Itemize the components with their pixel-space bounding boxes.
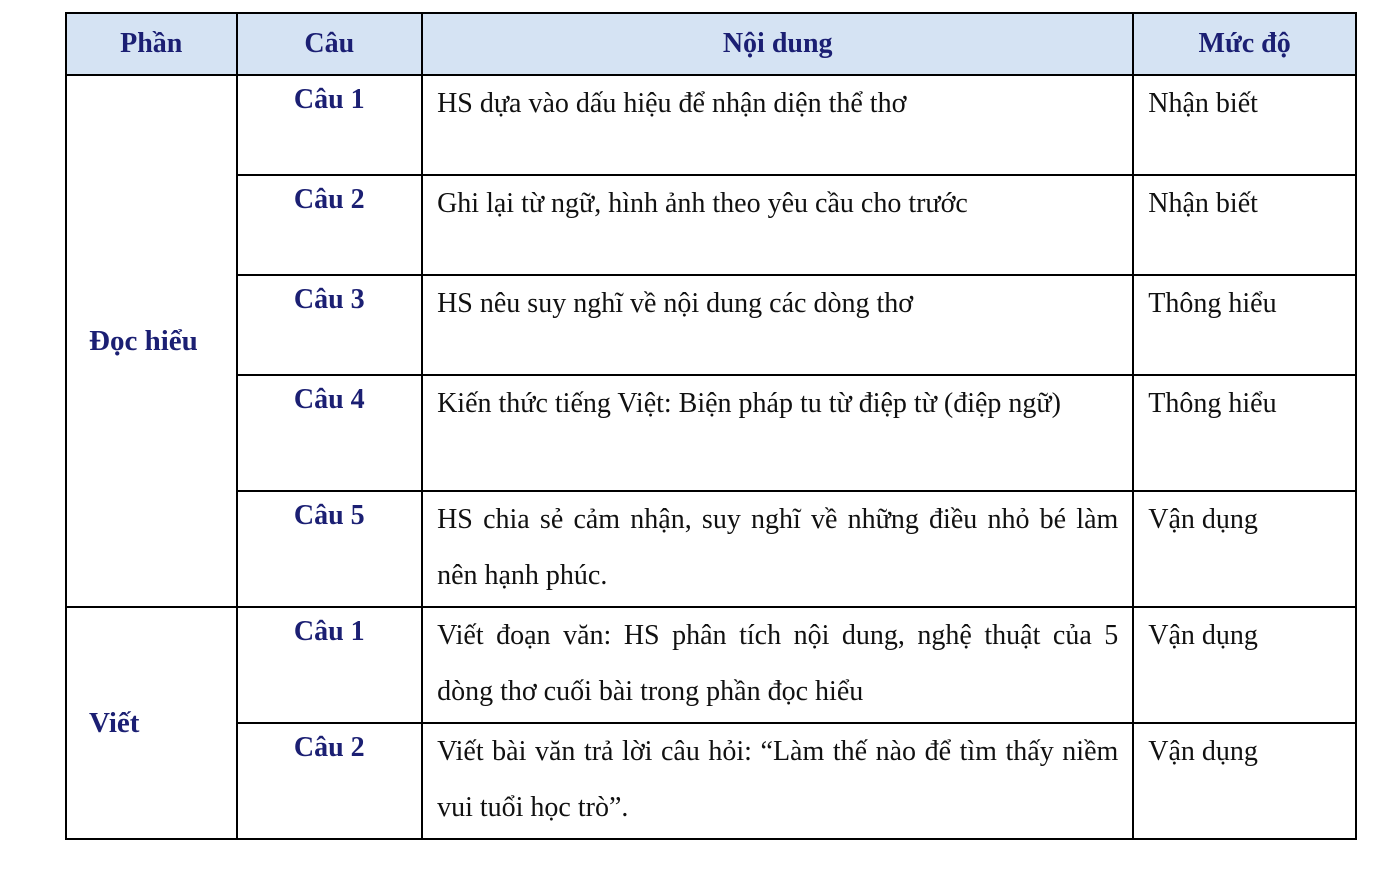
- question-label: Câu 1: [237, 607, 423, 723]
- question-level: Thông hiểu: [1133, 375, 1356, 491]
- table-row: [66, 723, 1356, 839]
- header-level: Mức độ: [1133, 13, 1356, 75]
- question-level: Nhận biết: [1133, 175, 1356, 275]
- table-row: [66, 491, 1356, 607]
- question-level: Vận dụng: [1133, 723, 1356, 839]
- header-content: Nội dung: [422, 13, 1133, 75]
- question-level: Nhận biết: [1133, 75, 1356, 175]
- question-content: HS nêu suy nghĩ về nội dung các dòng thơ: [422, 275, 1133, 375]
- question-content: HS chia sẻ cảm nhận, suy nghĩ về những điều nhỏ bé làm nên hạnh phúc.: [422, 491, 1133, 607]
- question-content: Viết đoạn văn: HS phân tích nội dung, nghệ thuật của 5 dòng thơ cuối bài trong phần đọc hiểu: [422, 607, 1133, 723]
- question-level: Vận dụng: [1133, 491, 1356, 607]
- question-label: Câu 5: [237, 491, 423, 607]
- question-label: Câu 4: [237, 375, 423, 491]
- question-content: HS dựa vào dấu hiệu để nhận diện thể thơ: [422, 75, 1133, 175]
- table-row: [66, 275, 1356, 375]
- assessment-matrix-table: [65, 12, 1357, 840]
- question-level: Vận dụng: [1133, 607, 1356, 723]
- section-part-label: Đọc hiểu: [66, 75, 237, 607]
- table-row: [66, 75, 1356, 175]
- table-row: [66, 375, 1356, 491]
- table-row: [66, 175, 1356, 275]
- question-label: Câu 2: [237, 175, 423, 275]
- question-content: Viết bài văn trả lời câu hỏi: “Làm thế nào để tìm thấy niềm vui tuổi học trò”.: [422, 723, 1133, 839]
- header-part: Phần: [66, 13, 237, 75]
- question-content[interactable]: Kiến thức tiếng Việt: Biện pháp tu từ điệp từ (điệp ngữ): [422, 375, 1133, 491]
- section-part-label: Viết: [66, 607, 237, 839]
- question-label: Câu 3: [237, 275, 423, 375]
- question-content: Ghi lại từ ngữ, hình ảnh theo yêu cầu cho trước: [422, 175, 1133, 275]
- header-question: Câu: [237, 13, 423, 75]
- table-row: [66, 607, 1356, 723]
- question-label: Câu 1: [237, 75, 423, 175]
- table-header-row: [66, 13, 1356, 75]
- question-level: Thông hiểu: [1133, 275, 1356, 375]
- question-label: Câu 2: [237, 723, 423, 839]
